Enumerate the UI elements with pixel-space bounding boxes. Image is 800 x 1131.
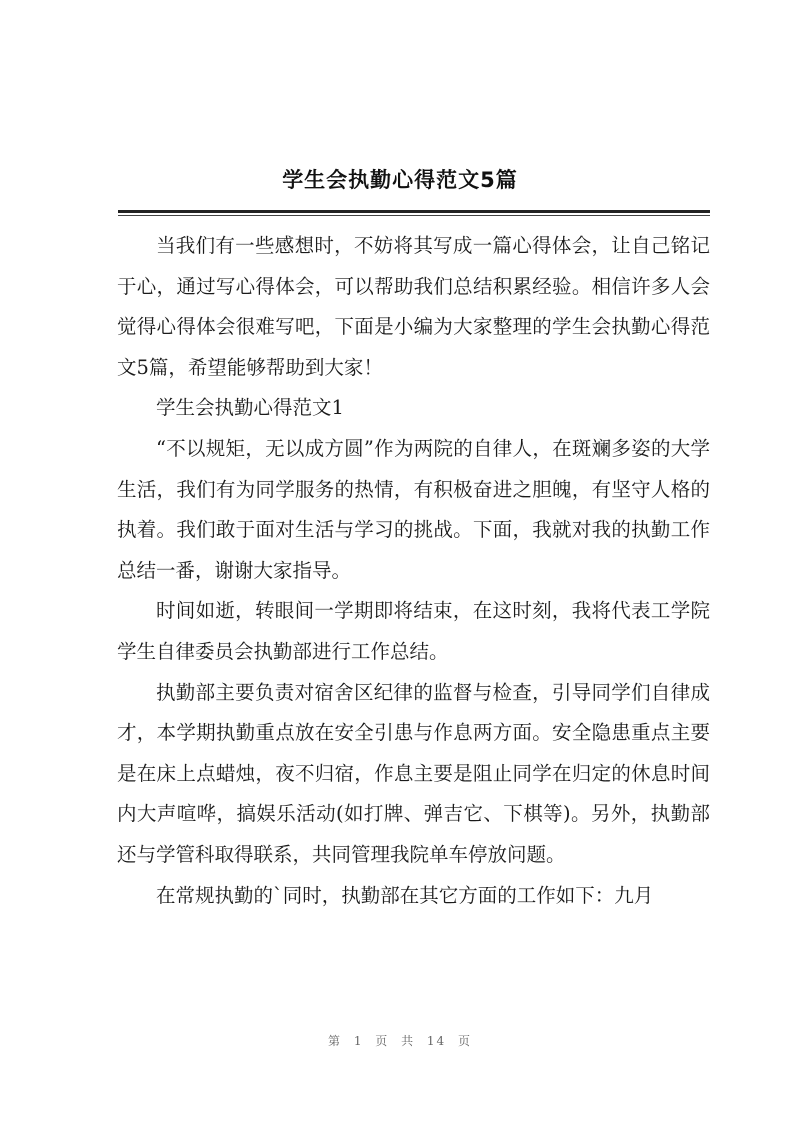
body-paragraph: 执勤部主要负责对宿舍区纪律的监督与检查，引导同学们自律成才，本学期执勤重点放在安全引患与作息两方面。安全隐患重点主要是在床上点蜡烛，夜不归宿，作息主要是阻止同学在归定的休息时间内大声喧哗，搞娱乐活动(如打牌、弹吉它、下棋等)。另外，执勤部还与学管科取得联系，共同管理我院单车停放问题。 [117,680,710,866]
intro-paragraph: 当我们有一些感想时，不妨将其写成一篇心得体会，让自己铭记于心，通过写心得体会，可以帮助我们总结积累经验。相信许多人会觉得心得体会很难写吧，下面是小编为大家整理的学生会执勤心得范文5篇，希望能够帮助到大家！ [117,234,710,379]
title-underline-thick [118,210,710,213]
body-paragraph: 时间如逝，转眼间一学期即将结束，在这时刻，我将代表工学院学生自律委员会执勤部进行工作总结。 [117,599,710,663]
body-paragraph: “不以规矩，无以成方圆”作为两院的自律人，在斑斓多姿的大学生活，我们有为同学服务的热情，有积极奋进之胆魄，有坚守人格的执着。我们敢于面对生活与学习的挑战。下面，我就对我的执勤工作总结一番，谢谢大家指导。 [117,436,710,582]
section-heading: 学生会执勤心得范文1 [156,396,344,420]
body-paragraph: 在常规执勤的`同时，执勤部在其它方面的工作如下：九月 [156,883,654,907]
document-title: 学生会执勤心得范文5篇 [282,168,518,192]
title-underline-thin [118,215,710,216]
document-body [117,226,710,916]
page-number-footer: 第 1 页 共 14 页 [328,1034,472,1048]
